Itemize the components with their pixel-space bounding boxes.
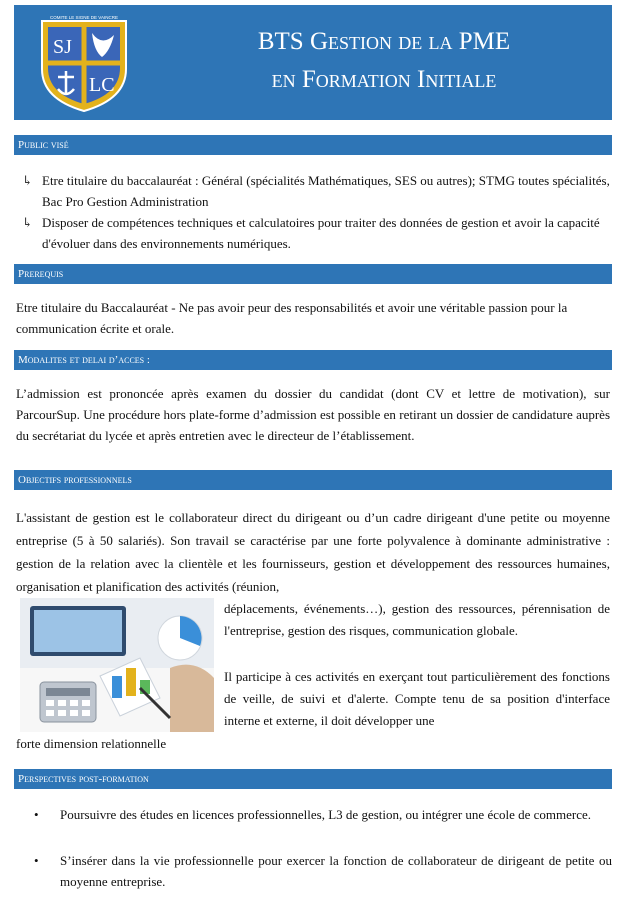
objectifs-text-top: L'assistant de gestion est le collaborateur direct du dirigeant ou d’un cadre dirigeant d'une petite ou moyenne entreprise (5 à 50 salariés). Son travail se caractérise par une forte polyvalence à dominante administrative : gestion de la relation avec la clientèle et les fournisseurs, gestion et développement des ressources humaines, organisation et planification des activités (réunion, bbox=[16, 510, 610, 594]
list-item: • S’insérer dans la vie professionnelle pour exercer la fonction de collaborateur de dirigeant de petite ou moyenne entreprise. bbox=[34, 850, 612, 892]
objectifs-text-side-2: Il participe à ces activités en exerçant tout particulièrement des fonctions de veille, de suivi et d'alerte. Compte tenu de sa position d'interface interne et externe, il doit développer une bbox=[224, 669, 610, 728]
list-item: ↳ Disposer de compétences techniques et calculatoires pour traiter des données de gestion et avoir la capacité d'évoluer dans des environnements numériques. bbox=[22, 212, 612, 254]
list-item: • Poursuivre des études en licences professionnelles, L3 de gestion, ou intégrer une école de commerce. bbox=[34, 804, 612, 825]
objectifs-text-side: déplacements, événements…), gestion des ressources, pérennisation de l'entreprise, gestion des risques, communication globale. bbox=[224, 601, 610, 638]
title-line-1: BTS Gestion de la PME bbox=[257, 28, 511, 55]
office-work-photo bbox=[20, 598, 214, 732]
crest-letters-right: LC bbox=[89, 74, 115, 96]
section-heading-objectifs: Objectifs professionnels bbox=[14, 470, 612, 490]
objectifs-text-bottom: forte dimension relationnelle bbox=[16, 736, 167, 751]
header-banner bbox=[14, 5, 612, 120]
school-crest-logo bbox=[32, 11, 136, 115]
section-heading-public-vise: Public visé bbox=[14, 135, 612, 155]
crest-letters-left: SJ bbox=[53, 36, 72, 58]
section-heading-prerequis: Prerequis bbox=[14, 264, 612, 284]
prerequis-text: Etre titulaire du Baccalauréat - Ne pas avoir peur des responsabilités et avoir une véritable passion pour la communication écrite et orale. bbox=[16, 300, 568, 336]
dot-bullet-icon: • bbox=[34, 853, 39, 868]
list-item: ↳ Etre titulaire du baccalauréat : Général (spécialités Mathématiques, SES ou autres); STMG toutes spécialités, Bac Pro Gestion Administration bbox=[22, 170, 612, 212]
dot-bullet-icon: • bbox=[34, 807, 39, 822]
modalites-text: L’admission est prononcée après examen du dossier du candidat (dont CV et lettre de motivation), sur ParcourSup. Une procédure hors plate-forme d’admission est possible en retirant un dossier de candidature auprès du secrétariat du lycée et après entretien avec le directeur de l’établissement. bbox=[16, 386, 610, 443]
title-line-2: en Formation Initiale bbox=[271, 66, 497, 93]
page-title bbox=[164, 23, 604, 99]
section-heading-modalites: Modalites et delai d’acces : bbox=[14, 350, 612, 370]
arrow-bullet-icon: ↳ bbox=[22, 215, 33, 230]
crest-motto: COMITE LE SIGNE DE VAINCRE bbox=[50, 15, 118, 20]
arrow-bullet-icon: ↳ bbox=[22, 173, 33, 188]
section-heading-perspectives: Perspectives post-formation bbox=[14, 769, 612, 789]
